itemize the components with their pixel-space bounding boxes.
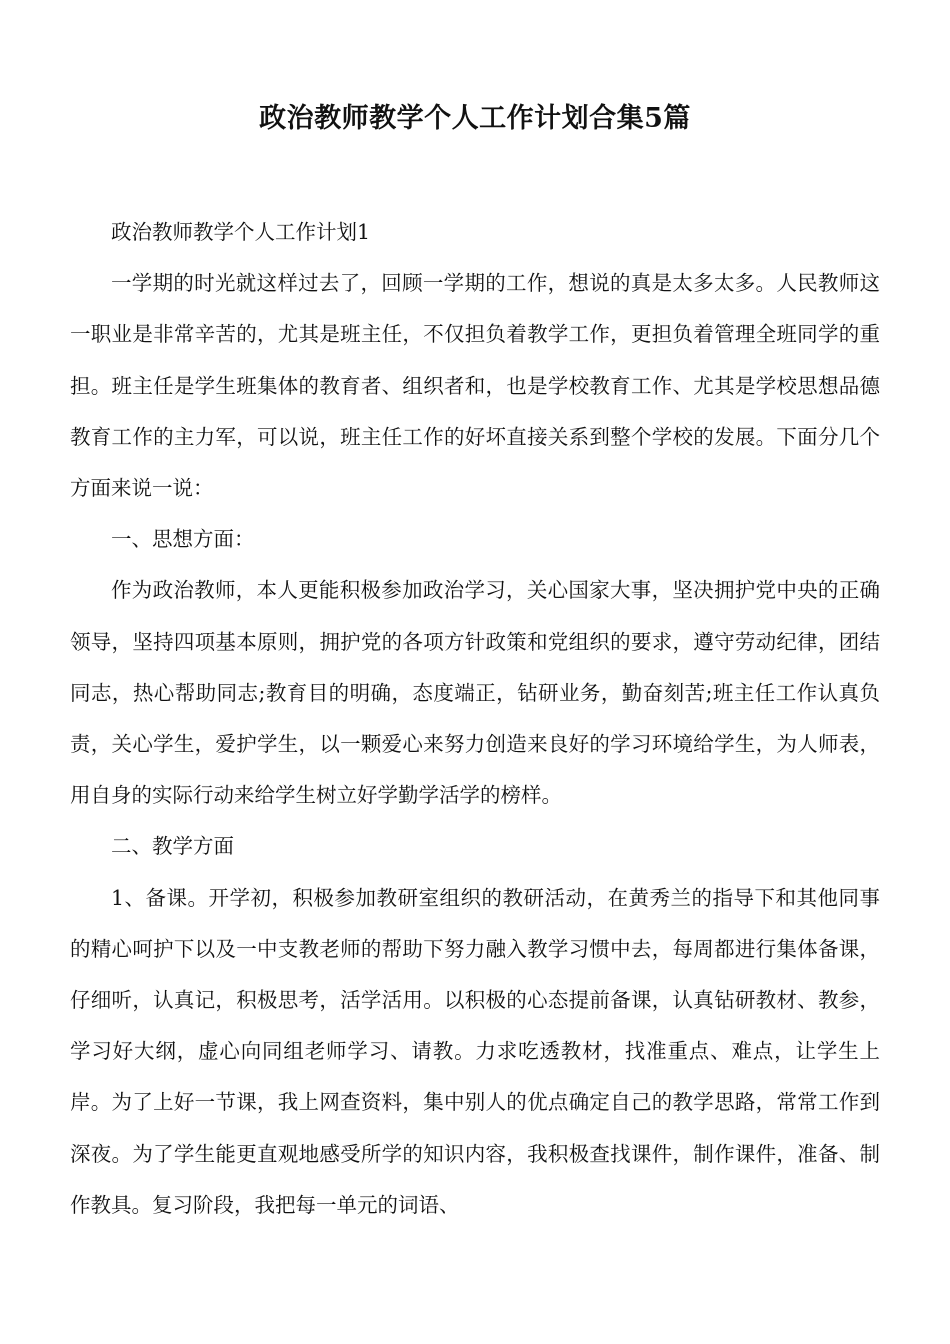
body-paragraph: 1、备课。开学初，积极参加教研室组织的教研活动，在黄秀兰的指导下和其他同事的精心呵护下以及一中支教老师的帮助下努力融入教学习惯中去，每周都进行集体备课，仔细听，认真记，积极思考，活学活用。以积极的心态提前备课，认真钻研教材、教参，学习好大纲，虚心向同组老师学习、请教。力求吃透教材，找准重点、难点，让学生上岸。为了上好一节课，我上网查资料，集中别人的优点确定自己的教学思路，常常工作到深夜。为了学生能更直观地感受所学的知识内容，我积极查找课件，制作课件，准备、制作教具。复习阶段，我把每一单元的词语、 bbox=[70, 885, 880, 1217]
document-body bbox=[70, 207, 880, 1231]
document-title: 政治教师教学个人工作计划合集5篇 bbox=[259, 103, 691, 134]
section-heading: 政治教师教学个人工作计划1 bbox=[111, 220, 371, 244]
body-paragraph: 一学期的时光就这样过去了，回顾一学期的工作，想说的真是太多太多。人民教师这一职业是非常辛苦的，尤其是班主任，不仅担负着教学工作，更担负着管理全班同学的重担。班主任是学生班集体的教育者、组织者和，也是学校教育工作、尤其是学校思想品德教育工作的主力军，可以说，班主任工作的好坏直接关系到整个学校的发展。下面分几个方面来说一说： bbox=[70, 271, 880, 501]
section-heading: 二、教学方面 bbox=[111, 834, 234, 859]
body-paragraph: 作为政治教师，本人更能积极参加政治学习，关心国家大事，坚决拥护党中央的正确领导，坚持四项基本原则，拥护党的各项方针政策和党组织的要求，遵守劳动纪律，团结同志，热心帮助同志;教育目的明确，态度端正，钻研业务，勤奋刻苦;班主任工作认真负责，关心学生，爱护学生，以一颗爱心来努力创造来良好的学习环境给学生，为人师表，用自身的实际行动来给学生树立好学勤学活学的榜样。 bbox=[70, 578, 880, 808]
section-heading: 一、思想方面： bbox=[111, 527, 255, 552]
